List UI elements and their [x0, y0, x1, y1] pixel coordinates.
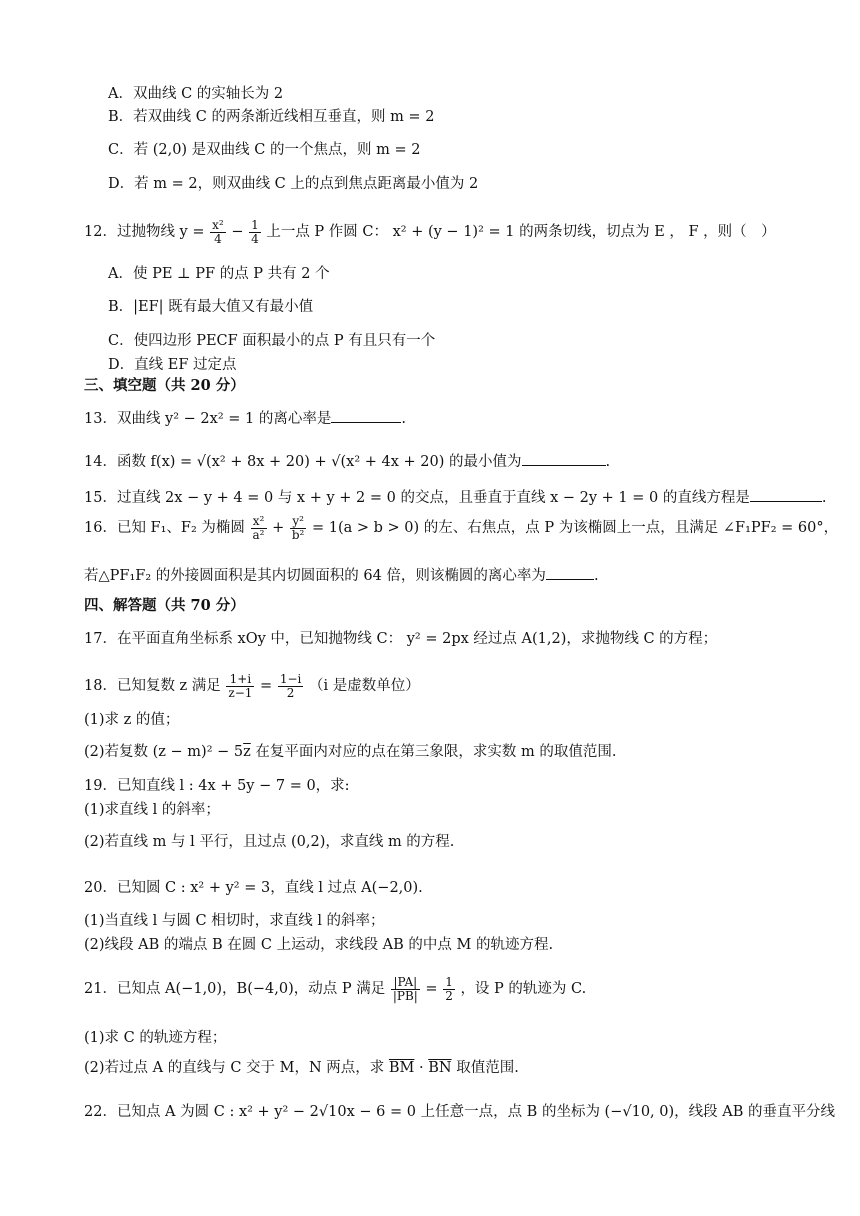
q14-answer-blank — [522, 451, 606, 466]
q16-frac2-den: b² — [291, 527, 305, 542]
q12-minus: − — [231, 224, 244, 240]
q16-frac2-num: y² — [290, 515, 307, 529]
q16-prefix: 16．已知 F₁、F₂ 为椭圆 — [84, 520, 245, 536]
q15-answer-blank — [750, 487, 822, 502]
q11-option-a: A．双曲线 C 的实轴长为 2 — [108, 86, 284, 102]
q12-frac1-num: x² — [212, 217, 224, 232]
q18-stem — [84, 670, 420, 702]
q12-fraction-2 — [249, 219, 261, 246]
q16-fraction-1 — [251, 515, 267, 542]
q21-dot: · — [414, 1060, 429, 1076]
q21-sub-1: (1)求 C 的轨迹方程； — [84, 1030, 227, 1046]
q16-line2-text: 若△PF₁F₂ 的外接圆面积是其内切圆面积的 64 倍，则该椭圆的离心率为 — [84, 568, 546, 584]
q21-fraction-2 — [443, 976, 455, 1003]
q18-fraction-1 — [226, 673, 254, 700]
q12-frac1-den: 4 — [214, 231, 222, 246]
q12-option-c: C．使四边形 PECF 面积最小的点 P 有且只有一个 — [108, 333, 436, 349]
q18-suffix: （i 是虚数单位） — [308, 678, 420, 694]
q21-vector-bm: $\overline{BM}$ — [388, 1060, 415, 1076]
q12-frac2-den: 4 — [251, 231, 259, 246]
q22: 22．已知点 A 为圆 C : x² + y² − 2√10x − 6 = 0 上任意一点，点 B 的坐标为 (−√10, 0)，线段 AB 的垂直平分线 — [84, 1104, 835, 1120]
q21-frac2-num: 1 — [445, 974, 453, 989]
q20-stem: 20．已知圆 C : x² + y² = 3，直线 l 过点 A(−2,0). — [84, 880, 423, 896]
section-answer-heading: 四、解答题（共 70 分） — [84, 597, 245, 614]
q12-frac2-num: 1 — [251, 217, 259, 232]
q16-stem — [84, 512, 838, 544]
q21-suffix: ，设 P 的轨迹为 C. — [460, 981, 587, 997]
q11-option-d: D．若 m = 2，则双曲线 C 上的点到焦点距离最小值为 2 — [108, 176, 479, 192]
q19-sub-1: (1)求直线 l 的斜率； — [84, 802, 220, 818]
q21-frac1-num: |PA| — [391, 976, 420, 990]
q12-stem — [84, 216, 776, 248]
q13-text: 13．双曲线 y² − 2x² = 1 的离心率是 — [84, 411, 332, 427]
q18-fraction-2 — [278, 673, 304, 700]
q15: 15．过直线 2x − y + 4 = 0 与 x + y + 2 = 0 的交点，且垂直于直线 x − 2y + 1 = 0 的直线方程是 . — [84, 487, 826, 508]
q18-equals: = — [260, 678, 273, 694]
q21-sub2-part-b: 取值范围. — [451, 1060, 519, 1076]
q18-frac2-den: 2 — [286, 685, 295, 700]
q11-option-b: B．若双曲线 C 的两条渐近线相互垂直，则 m = 2 — [108, 109, 435, 125]
q20-sub-2: (2)线段 AB 的端点 B 在圆 C 上运动，求线段 AB 的中点 M 的轨迹方程. — [84, 937, 554, 953]
q14-text: 14．函数 f(x) = √(x² + 8x + 20) + √(x² + 4x + 20) 的最小值为 — [84, 454, 522, 470]
section-fill-in-heading: 三、填空题（共 20 分） — [84, 377, 245, 394]
q21-vector-bn: $\overline{BN}$ — [428, 1060, 452, 1076]
q21-prefix: 21．已知点 A(−1,0)，B(−4,0)，动点 P 满足 — [84, 981, 386, 997]
q18-frac2-num: 1−i — [279, 671, 302, 686]
q12-option-d: D．直线 EF 过定点 — [108, 357, 237, 373]
q18-sub2-part-b: 在复平面内对应的点在第三象限，求实数 m 的取值范围. — [250, 744, 617, 760]
q17: 17．在平面直角坐标系 xOy 中，已知抛物线 C： y² = 2px 经过点 A(1,2)，求抛物线 C 的方程； — [84, 631, 718, 647]
q21-frac1-den: |PB| — [392, 988, 418, 1003]
q16-plus: + — [272, 520, 285, 536]
q18-frac1-num: 1+i — [226, 673, 254, 687]
q12-option-a: A．使 PE ⊥ PF 的点 P 共有 2 个 — [108, 266, 330, 282]
q21-equals: = — [425, 981, 438, 997]
q21-sub2-part-a: (2)若过点 A 的直线与 C 交于 M，N 两点，求 — [84, 1060, 389, 1076]
q21-sub-2 — [84, 1058, 519, 1078]
q20-sub-1: (1)当直线 l 与圆 C 相切时，求直线 l 的斜率； — [84, 913, 385, 929]
q19-stem: 19．已知直线 l : 4x + 5y − 7 = 0，求: — [84, 778, 350, 794]
q16-fraction-2 — [290, 515, 307, 542]
q18-sub-2 — [84, 742, 616, 762]
q18-conjugate-z: $\overline{z}$ — [243, 744, 251, 760]
q14: 14．函数 f(x) = √(x² + 8x + 20) + √(x² + 4x + 20) 的最小值为 . — [84, 451, 610, 472]
q16-line-2: 若△PF₁F₂ 的外接圆面积是其内切圆面积的 64 倍，则该椭圆的离心率为 . — [84, 565, 599, 586]
q18-frac1-den: z−1 — [228, 685, 253, 700]
q19-sub-2: (2)若直线 m 与 l 平行，且过点 (0,2)，求直线 m 的方程. — [84, 834, 455, 850]
q11-option-c: C．若 (2,0) 是双曲线 C 的一个焦点，则 m = 2 — [108, 142, 421, 158]
q15-text: 15．过直线 2x − y + 4 = 0 与 x + y + 2 = 0 的交点，且垂直于直线 x − 2y + 1 = 0 的直线方程是 — [84, 490, 750, 506]
q12-prefix: 12．过抛物线 y = — [84, 224, 205, 240]
q13-answer-blank — [331, 408, 401, 423]
q18-sub2-part-a: (2)若复数 (z − m)² − 5 — [84, 744, 244, 760]
q16-answer-blank — [546, 565, 594, 580]
q12-option-b: B．|EF| 既有最大值又有最小值 — [108, 299, 314, 315]
q16-frac1-den: a² — [252, 527, 265, 542]
q18-prefix: 18．已知复数 z 满足 — [84, 678, 221, 694]
q12-suffix: 上一点 P 作圆 C： x² + (y − 1)² = 1 的两条切线，切点为 E ， F ，则（ ） — [266, 224, 776, 240]
q18-sub-1: (1)求 z 的值； — [84, 712, 180, 728]
q12-fraction-1 — [210, 219, 226, 246]
q21-frac2-den: 2 — [445, 988, 453, 1003]
q21-stem — [84, 973, 586, 1005]
q16-suffix: = 1(a > b > 0) 的左、右焦点，点 P 为该椭圆上一点，且满足 ∠F₁PF₂ = 60°， — [311, 520, 839, 536]
q16-frac1-num: x² — [251, 515, 267, 529]
q21-fraction-1 — [391, 976, 420, 1003]
q13: 13．双曲线 y² − 2x² = 1 的离心率是 . — [84, 408, 406, 429]
